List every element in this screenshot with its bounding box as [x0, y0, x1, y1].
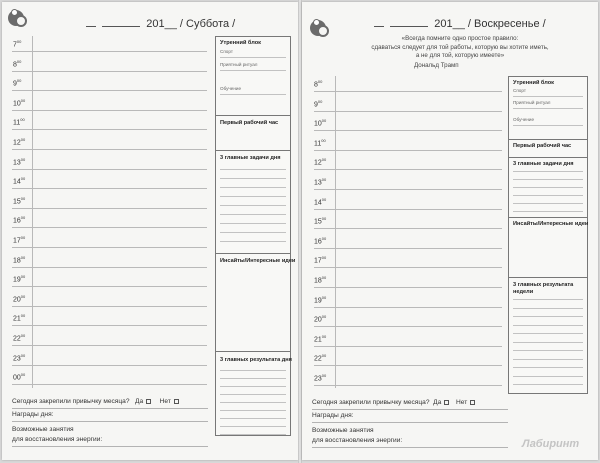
- time-column-line: [335, 76, 336, 388]
- rewards-label: Награды дня:: [312, 412, 354, 419]
- hour-line: [12, 247, 207, 248]
- hour-value: 17: [13, 237, 21, 245]
- hour-label: [314, 314, 326, 323]
- left-page: [2, 2, 298, 460]
- hour-label: [13, 333, 25, 342]
- hour-value: 14: [314, 198, 322, 206]
- hour-label: [13, 196, 25, 205]
- no-label: Нет: [455, 399, 468, 406]
- section-divider: [509, 277, 587, 278]
- logo-icon: [310, 18, 330, 38]
- habit-label: Сегодня закрепили привычку месяца?: [12, 398, 130, 405]
- sidebar-line: [513, 333, 583, 334]
- hour-value: 19: [314, 296, 322, 304]
- hour-value: 11: [314, 140, 322, 148]
- hour-line: [314, 365, 502, 366]
- sidebar-line: [220, 386, 286, 387]
- section-divider: [216, 253, 290, 254]
- recovery-label-2: для восстановления энергии:: [12, 436, 103, 443]
- hour-label: [13, 59, 21, 68]
- hour-value: 21: [314, 336, 322, 344]
- three-tasks-title: 3 главные задачи дня: [220, 155, 281, 161]
- hour-value: 10: [314, 120, 322, 128]
- hour-line: [12, 286, 207, 287]
- sidebar-line: [220, 94, 286, 95]
- morning-item-study: Обучение: [513, 117, 535, 122]
- morning-item-study: Обучение: [220, 86, 242, 91]
- sidebar-line: [220, 241, 286, 242]
- hour-label: [314, 236, 326, 245]
- no-checkbox[interactable]: [470, 400, 475, 405]
- hour-line: [12, 208, 207, 209]
- hour-value: 23: [314, 375, 322, 383]
- quote-author: Дональд Трамп: [414, 62, 459, 69]
- three-results-title: 3 главных результата дня: [220, 357, 292, 363]
- hour-line: [12, 227, 207, 228]
- hour-label: [314, 255, 326, 264]
- sidebar-line: [220, 370, 286, 371]
- section-divider: [216, 351, 290, 352]
- hour-label: [13, 137, 25, 146]
- minute-value: 00: [321, 196, 327, 202]
- hour-line: [12, 71, 207, 72]
- sidebar-line: [513, 125, 583, 126]
- minute-value: 00: [20, 313, 26, 319]
- section-divider: [216, 115, 290, 116]
- sidebar-line: [220, 394, 286, 395]
- hour-label: [314, 353, 326, 362]
- hour-value: 8: [13, 60, 17, 68]
- hour-value: 22: [13, 335, 21, 343]
- hour-value: 10: [13, 100, 21, 108]
- yes-label: Да: [135, 398, 144, 405]
- three-tasks-title: 3 главные задачи дня: [513, 161, 574, 167]
- sidebar-line: [220, 196, 286, 197]
- hour-value: 00: [13, 374, 21, 382]
- hour-value: 16: [314, 238, 322, 246]
- hour-label: [314, 177, 326, 186]
- hour-label: [13, 255, 25, 264]
- hour-value: 21: [13, 315, 21, 323]
- hour-value: 22: [314, 355, 322, 363]
- morning-item-sport: Спорт: [220, 49, 233, 54]
- hour-line: [314, 267, 502, 268]
- minute-value: 00: [321, 177, 327, 182]
- hour-value: 20: [314, 316, 322, 324]
- sidebar-line: [220, 378, 286, 379]
- footer-line: [12, 421, 208, 422]
- morning-block-title: Утренний блок: [513, 80, 554, 86]
- sidebar-line: [513, 108, 583, 109]
- three-results-title-1: 3 главных результата: [513, 282, 574, 288]
- minute-value: 00: [20, 333, 26, 338]
- section-divider: [509, 157, 587, 158]
- minute-value: 00: [20, 117, 25, 123]
- left-year: 201__: [146, 18, 177, 30]
- right-sidebar-box: [508, 76, 588, 394]
- hour-line: [314, 209, 502, 210]
- watermark: Лабиринт: [522, 438, 580, 450]
- sidebar-line: [220, 402, 286, 403]
- hour-line: [314, 346, 502, 347]
- rewards-label: Награды дня:: [12, 411, 54, 418]
- sidebar-line: [513, 376, 583, 377]
- hour-label: [314, 99, 322, 108]
- hour-line: [12, 306, 207, 307]
- left-day-name: / Суббота /: [179, 18, 236, 30]
- hour-line: [12, 384, 207, 385]
- hour-value: 11: [13, 119, 21, 127]
- hour-line: [314, 228, 502, 229]
- right-year: 201__: [434, 18, 465, 30]
- hour-label: [314, 295, 326, 304]
- sidebar-line: [220, 410, 286, 411]
- sidebar-line: [220, 418, 286, 419]
- minute-value: 00: [20, 156, 26, 162]
- minute-value: 00: [20, 137, 26, 142]
- sidebar-line: [220, 426, 286, 427]
- minute-value: 00: [321, 235, 327, 241]
- sidebar-line: [220, 187, 286, 188]
- morning-item-sport: Спорт: [513, 88, 526, 93]
- minute-value: 00: [321, 118, 327, 124]
- sidebar-line: [220, 232, 286, 233]
- hour-value: 17: [314, 257, 322, 265]
- hour-line: [314, 91, 502, 92]
- minute-value: 00: [20, 254, 26, 260]
- no-label: Нет: [159, 398, 171, 405]
- hour-label: [314, 216, 326, 225]
- hour-line: [12, 188, 207, 189]
- hour-value: 15: [13, 198, 21, 206]
- hour-label: [13, 294, 25, 303]
- hour-label: [13, 235, 25, 244]
- minute-value: 00: [321, 255, 327, 261]
- right-date-header: [374, 17, 546, 30]
- morning-item-ritual: Приятный ритуал: [513, 100, 551, 105]
- insights-title: Инсайты/Интересные идеи: [513, 221, 589, 227]
- left-date-header: [86, 17, 235, 30]
- sidebar-line: [220, 70, 286, 71]
- hour-line: [314, 248, 502, 249]
- minute-value: 00: [20, 97, 26, 103]
- three-results-title-2: недели: [513, 289, 534, 295]
- hour-value: 15: [314, 218, 322, 226]
- footer-line: [312, 409, 508, 410]
- sidebar-line: [513, 316, 583, 317]
- sidebar-line: [513, 171, 583, 172]
- minute-value: 00: [317, 79, 323, 84]
- hour-line: [12, 90, 207, 91]
- hour-value: 9: [13, 80, 17, 88]
- hour-line: [12, 149, 207, 150]
- yes-checkbox[interactable]: [146, 399, 151, 404]
- morning-item-ritual: Приятный ритуал: [220, 62, 258, 67]
- minute-value: 00: [321, 157, 327, 163]
- hour-line: [314, 307, 502, 308]
- sidebar-line: [513, 384, 583, 385]
- minute-value: 00: [16, 39, 22, 44]
- hour-label: [13, 157, 25, 166]
- hour-line: [12, 129, 207, 130]
- hour-label: [314, 157, 326, 166]
- minute-value: 00: [20, 235, 26, 240]
- hour-value: 14: [13, 178, 21, 186]
- morning-block-title: Утренний блок: [220, 40, 261, 46]
- hour-line: [314, 130, 502, 131]
- minute-value: 00: [20, 215, 26, 221]
- minute-value: 00: [16, 78, 22, 84]
- sidebar-line: [220, 57, 286, 58]
- footer-line: [12, 408, 208, 409]
- hour-value: 12: [314, 159, 322, 167]
- sidebar-line: [220, 223, 286, 224]
- habit-question: [12, 398, 182, 405]
- hour-label: [314, 118, 326, 127]
- section-divider: [509, 139, 587, 140]
- sidebar-line: [513, 325, 583, 326]
- hour-line: [314, 150, 502, 151]
- hour-value: 7: [13, 41, 17, 49]
- footer-line: [312, 447, 508, 448]
- hour-value: 18: [314, 277, 322, 285]
- first-hour-title: Первый рабочий час: [220, 120, 279, 126]
- hour-value: 23: [13, 354, 21, 362]
- section-divider: [216, 150, 290, 151]
- habit-label: Сегодня закрепили привычку месяца?: [312, 399, 430, 406]
- hour-label: [13, 78, 21, 87]
- sidebar-line: [513, 203, 583, 204]
- hour-label: [314, 334, 326, 343]
- minute-value: 00: [321, 294, 327, 300]
- right-day-name: / Воскресенье /: [467, 18, 546, 30]
- hour-value: 8: [314, 81, 318, 89]
- hour-label: [314, 373, 326, 382]
- recovery-label-1: Возможные занятия: [12, 426, 74, 433]
- sidebar-line: [220, 214, 286, 215]
- hour-line: [12, 325, 207, 326]
- minute-value: 00: [20, 372, 26, 378]
- minute-value: 00: [321, 373, 327, 378]
- sidebar-line: [513, 299, 583, 300]
- hour-line: [12, 365, 207, 366]
- hour-line: [12, 110, 207, 111]
- hour-line: [314, 169, 502, 170]
- quote-line: а не для той, которую имеете»: [415, 52, 505, 60]
- sidebar-line: [220, 205, 286, 206]
- quote-block: [340, 35, 580, 61]
- hour-value: 19: [13, 276, 21, 284]
- hour-value: 18: [13, 256, 21, 264]
- hour-line: [314, 385, 502, 386]
- left-sidebar-box: [215, 36, 296, 436]
- hour-value: 20: [13, 296, 21, 304]
- hour-line: [12, 51, 207, 52]
- right-page: [302, 2, 598, 460]
- hour-line: [314, 287, 502, 288]
- hour-value: 13: [13, 158, 21, 166]
- hour-line: [12, 267, 207, 268]
- hour-line: [12, 169, 207, 170]
- minute-value: 00: [321, 353, 327, 359]
- sidebar-line: [513, 96, 583, 97]
- sidebar-line: [513, 179, 583, 180]
- hour-value: 13: [314, 179, 322, 187]
- minute-value: 00: [321, 333, 327, 339]
- first-hour-title: Первый рабочий час: [513, 143, 572, 149]
- hour-value: 9: [314, 100, 318, 108]
- footer-line: [312, 422, 508, 423]
- sidebar-line: [220, 169, 286, 170]
- sidebar-line: [220, 178, 286, 179]
- insights-title: Инсайты/Интересные идеи: [220, 258, 296, 264]
- hour-line: [12, 345, 207, 346]
- yes-checkbox[interactable]: [444, 400, 449, 405]
- hour-label: [13, 176, 25, 185]
- sidebar-line: [513, 350, 583, 351]
- hour-value: 16: [13, 217, 21, 225]
- sidebar-line: [513, 211, 583, 212]
- hour-label: [13, 39, 21, 48]
- yes-label: Да: [433, 399, 442, 406]
- minute-value: 00: [20, 352, 26, 358]
- hour-label: [13, 372, 25, 381]
- minute-value: 00: [20, 293, 26, 299]
- sidebar-line: [513, 342, 583, 343]
- hour-label: [314, 197, 326, 206]
- minute-value: 00: [321, 314, 327, 320]
- section-divider: [509, 217, 587, 218]
- sidebar-line: [513, 359, 583, 360]
- hour-label: [13, 215, 25, 224]
- hour-label: [13, 274, 25, 283]
- minute-value: 00: [321, 216, 327, 222]
- sidebar-line: [513, 308, 583, 309]
- time-column-line: [32, 36, 33, 388]
- minute-value: 00: [321, 137, 326, 143]
- quote-line: сдаваться следует для той работы, которую вы хотите иметь,: [371, 43, 549, 51]
- hour-line: [314, 189, 502, 190]
- minute-value: 00: [20, 176, 26, 182]
- hour-line: [314, 111, 502, 112]
- hour-label: [314, 138, 326, 147]
- sidebar-line: [513, 187, 583, 188]
- hour-label: [13, 313, 25, 322]
- minute-value: 00: [317, 98, 323, 104]
- hour-line: [314, 326, 502, 327]
- hour-label: [13, 117, 25, 126]
- hour-label: [13, 353, 25, 362]
- sidebar-line: [513, 195, 583, 196]
- minute-value: 00: [20, 195, 26, 201]
- minute-value: 00: [16, 58, 22, 64]
- sidebar-line: [513, 367, 583, 368]
- footer-line: [12, 446, 208, 447]
- recovery-label-2: для восстановления энергии:: [312, 437, 403, 444]
- recovery-label-1: Возможные занятия: [312, 427, 374, 434]
- hour-label: [13, 98, 25, 107]
- logo-icon: [8, 8, 28, 28]
- sidebar-line: [220, 434, 286, 435]
- hour-label: [314, 79, 322, 88]
- quote-line: «Всегда помните одно простое правило:: [401, 35, 519, 42]
- no-checkbox[interactable]: [174, 399, 179, 404]
- habit-question: [312, 399, 478, 406]
- hour-value: 12: [13, 139, 21, 147]
- minute-value: 00: [20, 274, 26, 280]
- minute-value: 00: [321, 275, 327, 280]
- hour-label: [314, 275, 326, 284]
